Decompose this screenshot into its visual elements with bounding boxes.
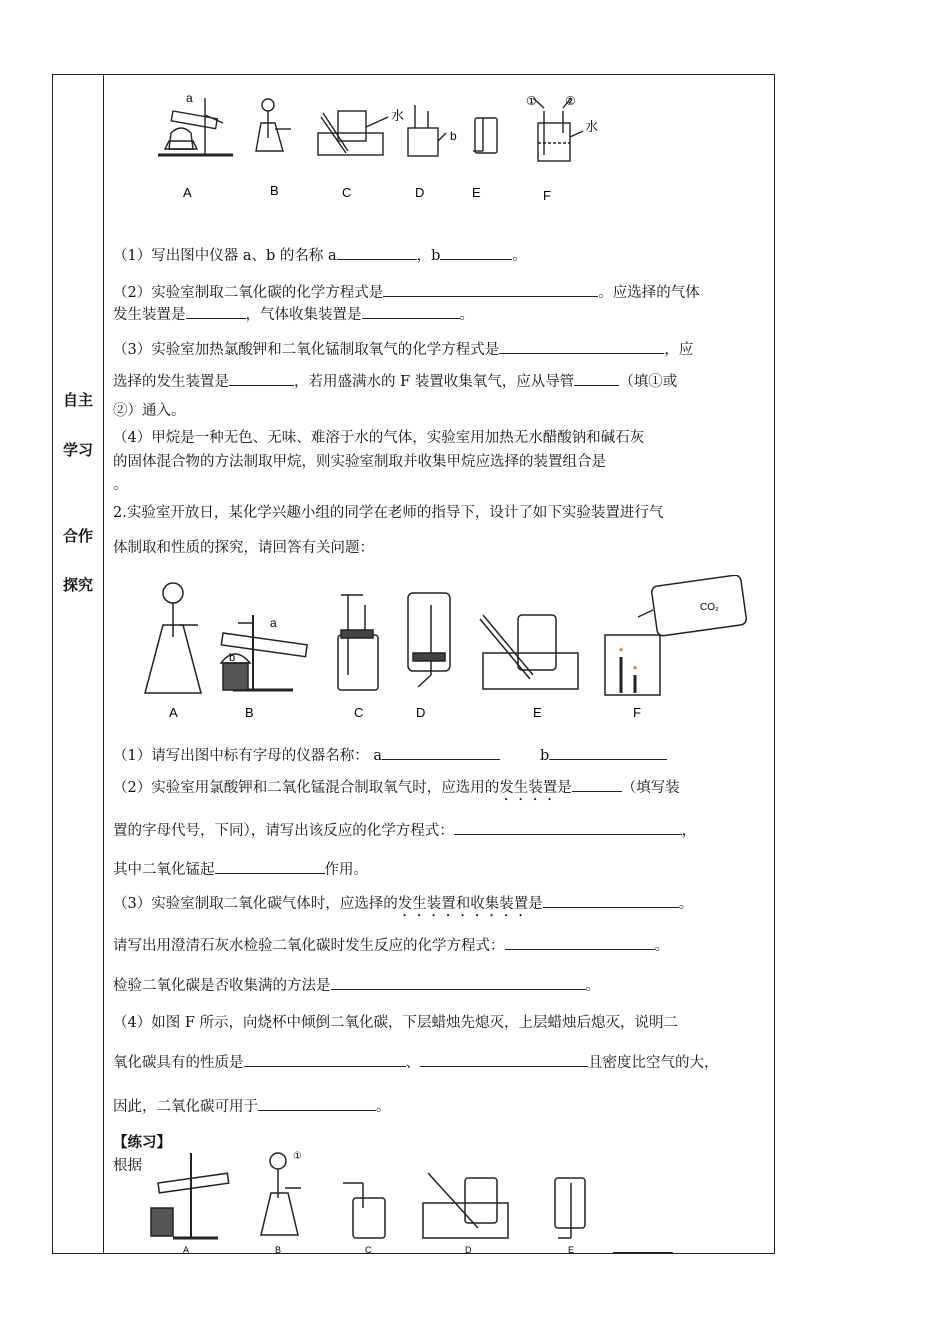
q1-part4c: 。 xyxy=(113,477,128,493)
fig2-label-co2: CO₂ xyxy=(700,602,719,613)
q2-intro1: 2.实验室开放日，某化学兴趣小组的同学在老师的指导下，设计了如下实验装置进行气 xyxy=(113,505,664,521)
fig1-label-water-c: 水 xyxy=(391,108,405,123)
fig1-caption-a: A xyxy=(183,185,192,200)
table-frame xyxy=(52,74,775,1254)
fig2-label-a: a xyxy=(270,616,277,630)
fig2-caption-a: A xyxy=(169,705,178,720)
practice-caption-a: A xyxy=(183,1245,190,1255)
q1-part1: （1）写出图中仪器 a、b 的名称 a ，b 。 xyxy=(113,245,527,266)
practice-caption-e: E xyxy=(568,1245,575,1255)
practice-figure xyxy=(143,1143,613,1255)
q2-part3c: 检验二氧化碳是否收集满的方法是 。 xyxy=(113,975,600,996)
side-label-2: 学习 xyxy=(62,441,93,459)
q1-blank-collect[interactable] xyxy=(362,304,460,319)
q1-part3b: 选择的发生装置是 ，若用盛满水的 F 装置收集氧气，应从导管 （填①或 xyxy=(113,371,677,392)
fig2-caption-e: E xyxy=(533,705,542,720)
q1-part3a: （3）实验室加热氯酸钾和二氧化锰制取氧气的化学方程式是 ，应 xyxy=(113,339,693,360)
practice-caption-d: D xyxy=(465,1245,472,1255)
practice-title: 【练习】 xyxy=(113,1135,171,1151)
q2-intro2: 体制取和性质的探究，请回答有关问题： xyxy=(113,540,374,556)
q2-part4b: 氧化碳具有的性质是 、 且密度比空气的大， xyxy=(113,1052,719,1073)
q2-part3b: 请写出用澄清石灰水检验二氧化碳时发生反应的化学方程式： 。 xyxy=(113,935,669,956)
side-label-1: 自主 xyxy=(62,391,93,409)
fig1-label-a: a xyxy=(186,93,193,105)
q1-part2a: （2）实验室制取二氧化碳的化学方程式是 。应选择的气体 xyxy=(113,282,700,303)
q2-blank-o2-gen[interactable] xyxy=(572,777,622,792)
content-area xyxy=(113,75,768,1253)
fig1-label-b: b xyxy=(450,129,457,143)
practice-label-1: ① xyxy=(293,1151,302,1162)
q1-part3c: ②）通入。 xyxy=(113,403,186,419)
q2-blank-mno2-role[interactable] xyxy=(215,859,325,874)
q1-part4a: （4）甲烷是一种无色、无味、难溶于水的气体，实验室用加热无水醋酸钠和碱石灰 xyxy=(113,430,645,446)
q2-blank-prop1[interactable] xyxy=(244,1052,406,1067)
q1-blank-a[interactable] xyxy=(337,245,417,260)
fig1-caption-b: B xyxy=(270,183,279,198)
fig1-caption-c: C xyxy=(342,185,352,200)
q1-part4b: 的固体混合物的方法制取甲烷，则实验室制取并收集甲烷应选择的装置组合是 xyxy=(113,454,606,470)
q2-blank-limewater-eq[interactable] xyxy=(505,935,655,950)
apparatus-figure-2 xyxy=(133,575,753,725)
q2-part2a: （2）实验室用氯酸钾和二氧化锰混合制取氧气时，应选用的发生装置是 （填写装 xyxy=(113,777,680,804)
fig1-label-tube1: ① xyxy=(526,94,537,108)
practice-line1: 根据 xyxy=(113,1158,142,1174)
side-label-3: 合作 xyxy=(62,527,93,545)
q1-blank-gen[interactable] xyxy=(186,304,246,319)
q2-blank-use[interactable] xyxy=(258,1096,376,1111)
fig1-caption-e: E xyxy=(472,185,481,200)
q2-blank-b[interactable] xyxy=(549,745,667,760)
column-divider xyxy=(103,75,104,1253)
fig1-caption-f: F xyxy=(543,188,551,203)
practice-caption-c: C xyxy=(365,1245,372,1255)
fig2-label-b: b xyxy=(229,652,236,664)
fig2-caption-c: C xyxy=(354,705,364,720)
practice-caption-b: B xyxy=(275,1245,282,1255)
q2-part2b: 置的字母代号，下同），请写出该反应的化学方程式： ， xyxy=(113,820,696,841)
q2-blank-full-check[interactable] xyxy=(331,975,586,990)
fig1-label-water-f: 水 xyxy=(585,119,599,134)
q2-blank-o2-eq[interactable] xyxy=(454,820,682,835)
q2-blank-co2-devices[interactable] xyxy=(543,893,679,908)
q1-blank-co2-eq[interactable] xyxy=(383,282,598,297)
q2-part1: （1）请写出图中标有字母的仪器名称： a b xyxy=(113,745,667,766)
q1-blank-b[interactable] xyxy=(440,245,512,260)
fig2-caption-b: B xyxy=(245,705,254,720)
q2-blank-a[interactable] xyxy=(382,745,500,760)
fig1-label-tube2: ② xyxy=(565,94,576,108)
q2-part2c: 其中二氧化锰起 作用。 xyxy=(113,859,368,880)
practice-trailing-rule xyxy=(613,1252,673,1253)
q1-blank-o2-gen[interactable] xyxy=(229,371,294,386)
q2-part4a: （4）如图 F 所示，向烧杯中倾倒二氧化碳，下层蜡烛先熄灭，上层蜡烛后熄灭，说明二 xyxy=(113,1015,679,1031)
fig1-caption-d: D xyxy=(415,185,425,200)
q1-blank-tube[interactable] xyxy=(574,371,619,386)
q2-part3a: （3）实验室制取二氧化碳气体时，应选择的发生装置和收集装置是 。 xyxy=(113,893,693,920)
q2-part4c: 因此，二氧化碳可用于 。 xyxy=(113,1096,391,1117)
q1-blank-o2-eq[interactable] xyxy=(499,339,664,354)
side-label-4: 探究 xyxy=(62,576,93,594)
fig2-caption-f: F xyxy=(633,705,641,720)
apparatus-figure-1 xyxy=(153,93,613,208)
q1-part2b: 发生装置是 ，气体收集装置是 。 xyxy=(113,304,474,325)
q2-blank-prop2[interactable] xyxy=(420,1052,588,1067)
fig2-caption-d: D xyxy=(416,705,426,720)
